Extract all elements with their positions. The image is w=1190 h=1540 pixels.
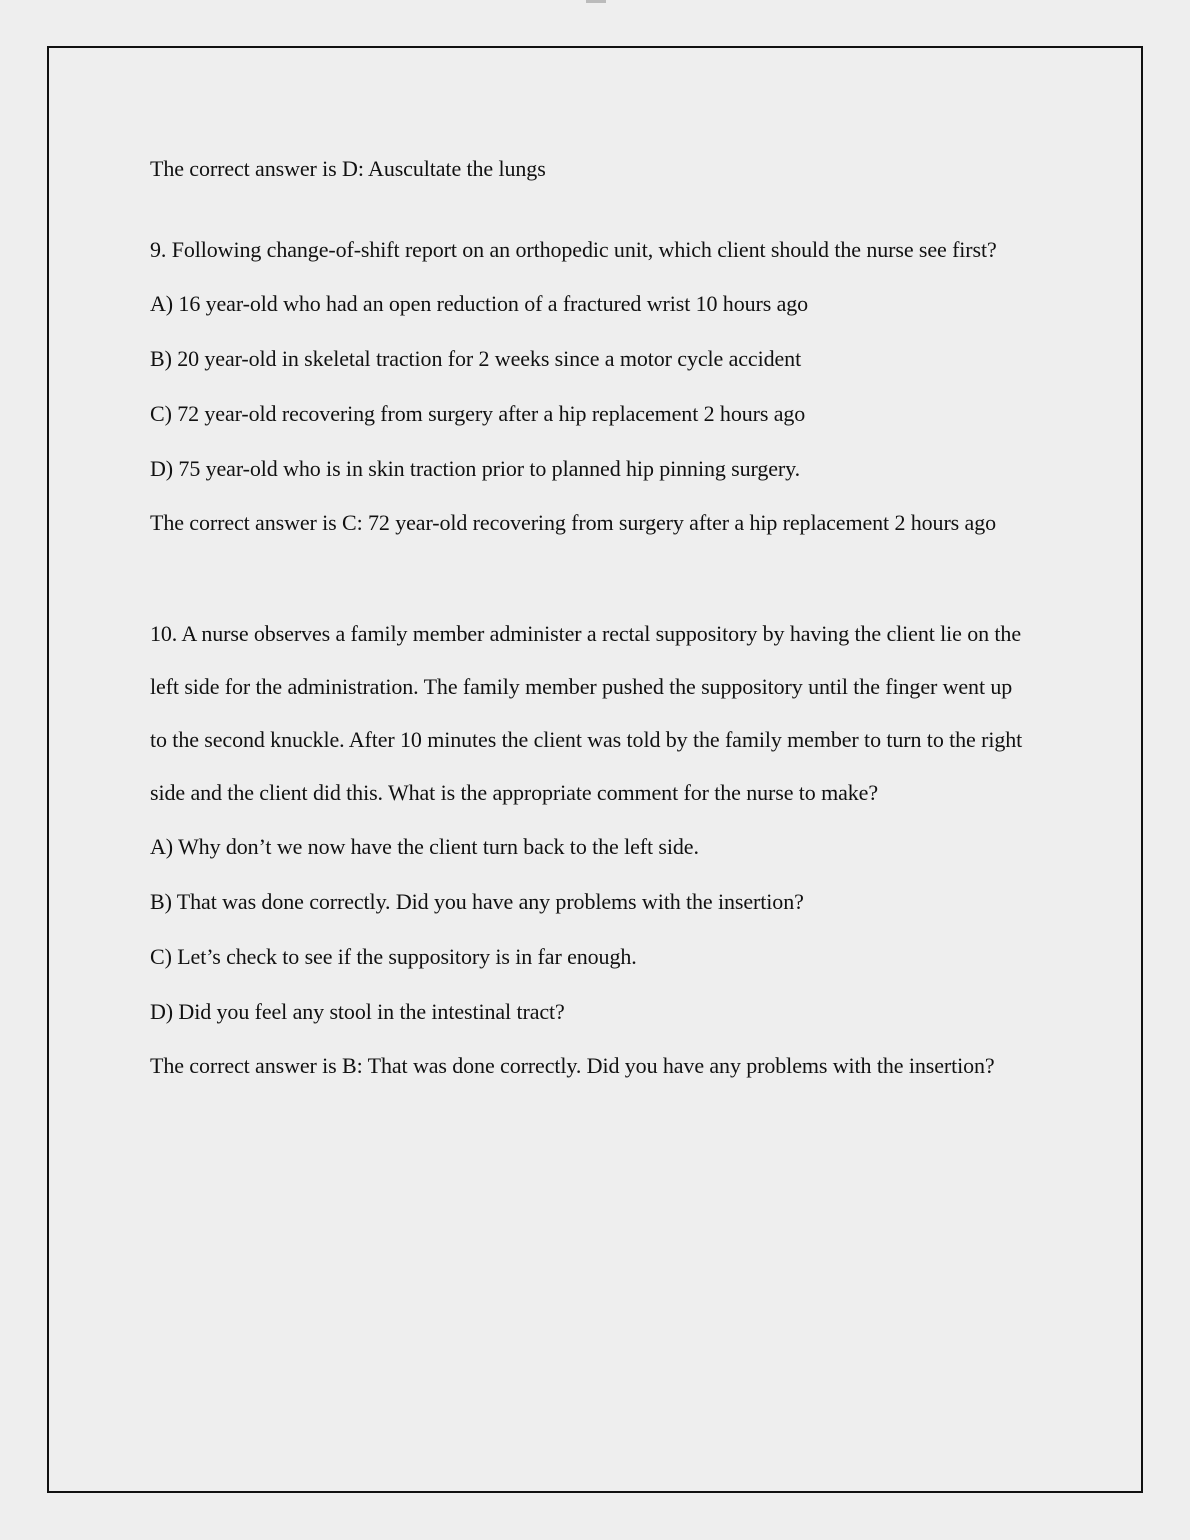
question-10-answer: The correct answer is B: That was done correctly. Did you have any problems with the insertion? — [150, 1053, 995, 1078]
previous-answer: The correct answer is D: Auscultate the lungs — [150, 156, 546, 181]
spacer — [150, 195, 1030, 223]
question-10-option-c: C) Let’s check to see if the suppository is in far enough. — [150, 944, 637, 969]
question-10-option-a: A) Why don’t we now have the client turn back to the left side. — [150, 834, 699, 859]
question-9-option-b: B) 20 year-old in skeletal traction for 2 weeks since a motor cycle accident — [150, 346, 802, 371]
question-10-text: 10. A nurse observes a family member administer a rectal suppository by having the client lie on the left side for the administration. The family member pushed the suppository until the finger went up to the second knuckle. After 10 minutes the client was told by the family member to turn to the right side and the client did this. What is the appropriate comment for the nurse to make? — [150, 621, 1023, 805]
document-body — [150, 142, 1030, 1092]
spacer — [150, 549, 1030, 607]
question-9-text: 9. Following change-of-shift report on an orthopedic unit, which client should the nurse see first? — [150, 237, 997, 262]
question-9-option-d: D) 75 year-old who is in skin traction prior to planned hip pinning surgery. — [150, 456, 801, 481]
question-10-option-b: B) That was done correctly. Did you have any problems with the insertion? — [150, 889, 804, 914]
question-9-answer: The correct answer is C: 72 year-old recovering from surgery after a hip replacement 2 hours ago — [150, 510, 996, 535]
question-10-option-d: D) Did you feel any stool in the intestinal tract? — [150, 999, 565, 1024]
question-9-option-c: C) 72 year-old recovering from surgery after a hip replacement 2 hours ago — [150, 401, 806, 426]
question-9-option-a: A) 16 year-old who had an open reduction of a fractured wrist 10 hours ago — [150, 291, 809, 316]
header-mark — [586, 0, 606, 3]
